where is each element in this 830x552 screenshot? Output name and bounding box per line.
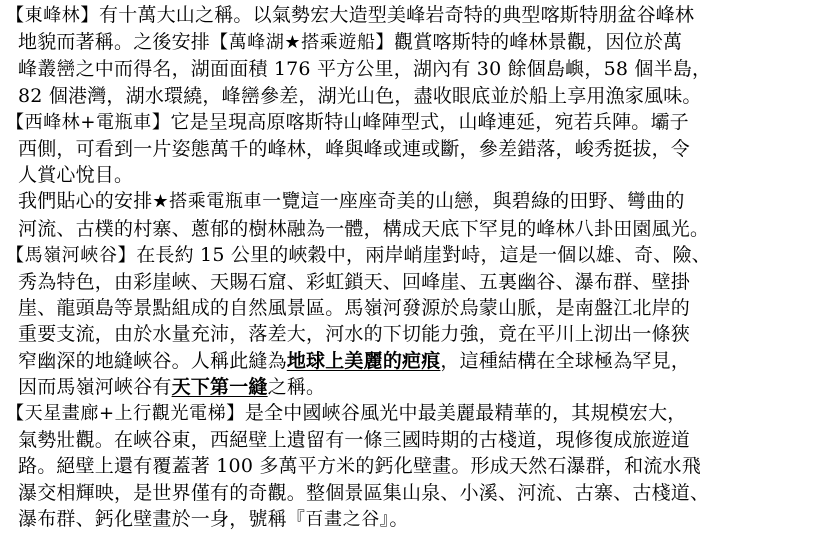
section-maling-canyon xyxy=(6,242,824,400)
text-line xyxy=(6,400,824,427)
inline-tag-electric-cart: ★搭乘電瓶車 xyxy=(152,191,263,213)
section-text: 河流、古樸的村寨、蔥郁的樹林融為一體，構成天底下罕見的峰林八卦田園風光。 xyxy=(18,217,710,240)
section-text: 有十萬大山之稱。以氣勢宏大造型美峰岩奇特的典型喀斯特朋盆谷峰林 xyxy=(99,4,695,26)
text-line xyxy=(6,188,824,215)
section-tag-tianxing-gallery: 【天星畫廊+上行觀光電梯】 xyxy=(6,403,245,425)
inline-tag-wanfeng-lake: 【萬峰湖★搭乘遊船】 xyxy=(210,32,395,54)
text-line xyxy=(6,295,824,321)
section-text: 人賞心悅目。 xyxy=(18,164,134,187)
text-line xyxy=(6,83,824,109)
section-tianxing-gallery xyxy=(6,400,824,533)
inline-tag-hundred-paintings: 『百畫之谷』 xyxy=(286,508,390,530)
section-tag-maling-canyon: 【馬嶺河峽谷】 xyxy=(6,244,137,266)
section-tag-west-peak-forest: 【西峰林+電瓶車】 xyxy=(6,111,171,133)
text-line xyxy=(6,109,824,136)
section-text: 地貌而著稱。之後安排 xyxy=(18,31,211,54)
section-text: 秀為特色，由彩崖峽、天賜石窟、彩虹鎖天、回峰崖、五裏幽谷、瀑布群、壁掛 xyxy=(18,271,691,294)
text-line xyxy=(6,56,824,82)
text-line xyxy=(6,480,824,506)
text-line xyxy=(6,374,824,400)
text-line xyxy=(6,321,824,347)
section-text: 之稱。 xyxy=(267,375,326,398)
section-text: 瀑布群、鈣化壁畫於一身，號稱 xyxy=(18,507,287,530)
emphasis-first-crack: 天下第一縫 xyxy=(171,375,268,398)
section-text: ，這種結構在全球極為罕見， xyxy=(440,349,691,372)
section-tag-east-peak-forest: 【東峰林】 xyxy=(6,5,99,26)
section-text: 我們貼心的安排 xyxy=(18,190,153,213)
section-west-peak-forest xyxy=(6,109,824,242)
section-text: 82 個港灣，湖水環繞，峰巒參差，湖光山色，盡收眼底並於船上享用漁家風味。 xyxy=(18,84,702,107)
itinerary-document xyxy=(6,2,824,533)
section-text: 在長約 15 公里的峽穀中，兩岸峭崖對峙，這是一個以雄、奇、險、 xyxy=(136,243,711,266)
emphasis-beautiful-scar: 地球上美麗的疤痕 xyxy=(286,349,441,372)
section-east-peak-forest xyxy=(6,2,824,109)
text-line xyxy=(6,427,824,453)
section-text: 重要支流，由於水量充沛，落差大，河水的下切能力強，竟在平川上沏出一條狹 xyxy=(18,323,691,346)
section-text: 。 xyxy=(389,507,409,530)
text-line xyxy=(6,269,824,295)
text-line xyxy=(6,2,824,29)
section-text: 峰叢巒之中而得名，湖面面積 176 平方公里，湖內有 30 餘個島嶼，58 個半島， xyxy=(18,58,712,81)
text-line xyxy=(6,348,824,374)
section-text: 是全中國峽谷風光中最美麗最精華的，其規模宏大， xyxy=(244,402,687,425)
section-text: 西側，可看到一片姿態萬千的峰林，峰與峰或連或斷，參差錯落，峻秀挺拔，令 xyxy=(18,138,691,161)
section-text: 瀑交相輝映，是世界僅有的奇觀。整個景區集山泉、小溪、河流、古寨、古棧道、 xyxy=(18,481,710,504)
text-line xyxy=(6,216,824,242)
section-text: 觀賞喀斯特的峰林景觀，因位於萬 xyxy=(394,31,683,54)
text-line xyxy=(6,162,824,188)
text-line xyxy=(6,29,824,56)
text-line xyxy=(6,136,824,162)
text-line xyxy=(6,453,824,479)
section-text: 因而馬嶺河峽谷有 xyxy=(18,375,172,398)
text-line xyxy=(6,242,824,269)
text-line xyxy=(6,506,824,533)
section-text: 它是呈現高原喀斯特山峰陣型式，山峰連延，宛若兵陣。壩子 xyxy=(170,110,689,133)
section-text: 窄幽深的地縫峽谷。人稱此縫為 xyxy=(18,349,287,372)
section-text: 崖、龍頭島等景點組成的自然風景區。馬嶺河發源於烏蒙山脈，是南盤江北岸的 xyxy=(18,297,691,320)
section-text: 路。絕壁上還有覆蓋著 100 多萬平方米的鈣化壁畫。形成天然石瀑群，和流水飛 xyxy=(18,455,701,478)
section-text: 一覽這一座座奇美的山戀，與碧綠的田野、彎曲的 xyxy=(262,190,685,213)
section-text: 氣勢壯觀。在峽谷東，西絕壁上遺留有一條三國時期的古棧道，現修復成旅遊道 xyxy=(18,429,691,452)
